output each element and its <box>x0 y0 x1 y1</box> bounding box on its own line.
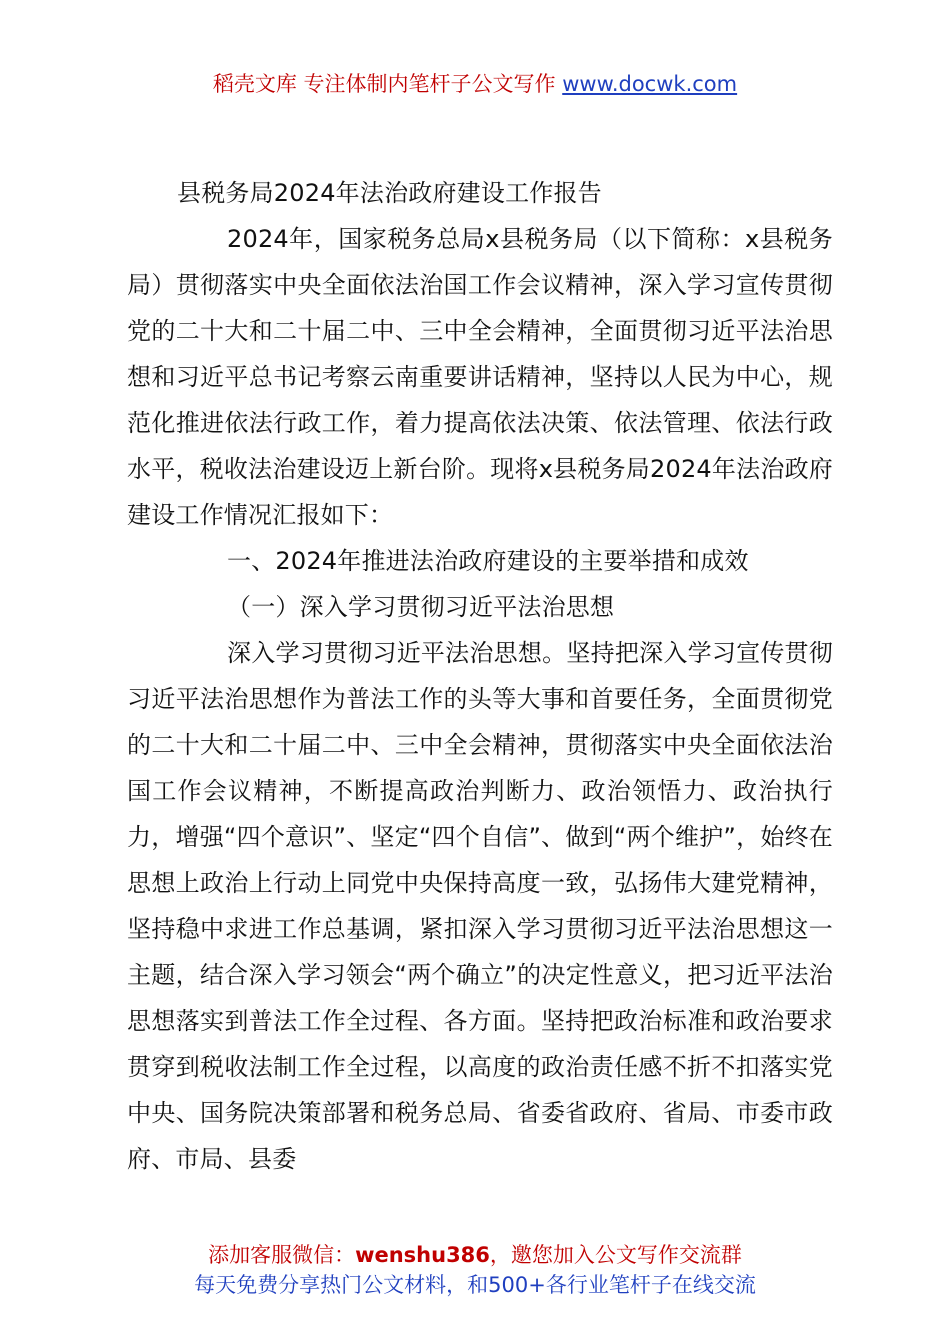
page-header <box>0 68 950 100</box>
footer-promo: 每天免费分享热门公文材料，和500+各行业笔杆子在线交流 <box>194 1273 756 1297</box>
subsection-paragraph: 深入学习贯彻习近平法治思想。坚持把深入学习宣传贯彻习近平法治思想作为普法工作的头等大事和首要任务，全面贯彻党的二十大和二十届二中、三中全会精神，贯彻落实中央全面依法治国工作会议精神，不断提高政治判断力、政治领悟力、政治执行力，增强“四个意识”、坚定“四个自信”、做到“两个维护”，始终在思想上政治上行动上同党中央保持高度一致，弘扬伟大建党精神，坚持稳中求进工作总基调，紧扣深入学习贯彻习近平法治思想这一主题，结合深入学习领会“两个确立”的决定性意义，把习近平法治思想落实到普法工作全过程、各方面。坚持把政治标准和政治要求贯穿到税收法制工作全过程，以高度的政治责任感不折不扣落实党中央、国务院决策部署和税务总局、省委省政府、省局、市委市政府、市局、县委 <box>127 639 833 1173</box>
document-title: 县税务局2024年法治政府建设工作报告 <box>177 179 602 207</box>
footer-suffix: ，邀您加入公文写作交流群 <box>489 1243 742 1267</box>
subsection-heading: （一）深入学习贯彻习近平法治思想 <box>227 593 615 621</box>
wechat-id: wenshu386 <box>355 1243 490 1267</box>
header-brand: 稻壳文库 专注体制内笔杆子公文写作 <box>212 72 563 96</box>
header-site-link[interactable]: www.docwk.com <box>562 72 738 96</box>
footer-prefix: 添加客服微信： <box>208 1243 356 1267</box>
footer-contact <box>0 1240 950 1270</box>
intro-paragraph: 2024年，国家税务总局x县税务局（以下简称：x县税务局）贯彻落实中央全面依法治国工作会议精神，深入学习宣传贯彻党的二十大和二十届二中、三中全会精神，全面贯彻习近平法治思想和习近平总书记考察云南重要讲话精神，坚持以人民为中心，规范化推进依法行政工作，着力提高依法决策、依法管理、依法行政水平，税收法治建设迈上新台阶。现将x县税务局2024年法治政府建设工作情况汇报如下： <box>127 225 833 529</box>
section-heading: 一、2024年推进法治政府建设的主要举措和成效 <box>227 547 749 575</box>
document-body <box>127 170 833 1182</box>
